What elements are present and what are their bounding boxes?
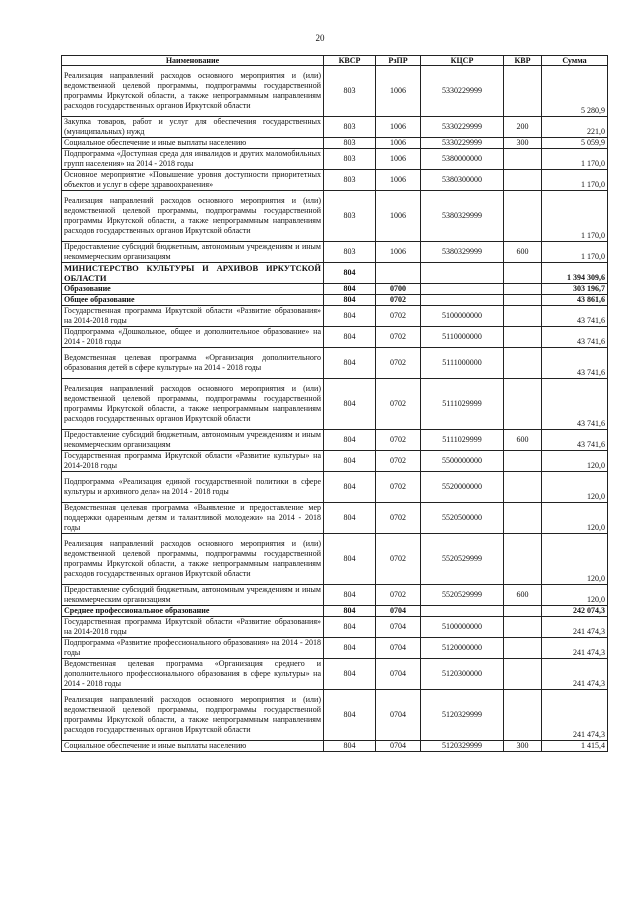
table-row xyxy=(62,170,608,191)
cell-kcsr: 5380000000 xyxy=(421,149,504,170)
cell-sum: 120,0 xyxy=(542,534,608,585)
cell-kcsr: 5120329999 xyxy=(421,741,504,752)
cell-kvsr: 804 xyxy=(324,451,376,472)
table-row xyxy=(62,242,608,263)
cell-sum: 43 741,6 xyxy=(542,430,608,451)
cell-sum: 1 170,0 xyxy=(542,170,608,191)
table-row xyxy=(62,430,608,451)
cell-kvsr: 804 xyxy=(324,617,376,638)
cell-rzpr: 0702 xyxy=(376,327,421,348)
cell-kvr xyxy=(504,472,542,503)
cell-sum: 43 741,6 xyxy=(542,348,608,379)
cell-kcsr xyxy=(421,606,504,617)
cell-rzpr: 1006 xyxy=(376,170,421,191)
cell-kcsr: 5120300000 xyxy=(421,659,504,690)
cell-name: Реализация направлений расходов основного мероприятия и (или) ведомственной целевой программы, подпрограммы государственной программы Иркутской области, а также непрограммным направлениям расходов государственных органов Иркутской области xyxy=(62,66,324,117)
table-row xyxy=(62,534,608,585)
cell-rzpr: 0704 xyxy=(376,638,421,659)
table-row xyxy=(62,295,608,306)
cell-rzpr: 0700 xyxy=(376,284,421,295)
cell-kvr xyxy=(504,263,542,284)
cell-rzpr: 0702 xyxy=(376,534,421,585)
cell-name: Социальное обеспечение и иные выплаты населению xyxy=(62,741,324,752)
cell-kcsr: 5100000000 xyxy=(421,306,504,327)
table-row xyxy=(62,606,608,617)
cell-kvr: 300 xyxy=(504,741,542,752)
cell-kcsr xyxy=(421,263,504,284)
cell-kvsr: 804 xyxy=(324,638,376,659)
table-row xyxy=(62,149,608,170)
cell-sum: 241 474,3 xyxy=(542,690,608,741)
cell-name: Подпрограмма «Реализация единой государственной политики в сфере культуры и архивного дела» на 2014 - 2018 годы xyxy=(62,472,324,503)
table-body xyxy=(62,66,608,752)
header-kcsr: КЦСР xyxy=(421,56,504,66)
cell-sum: 242 074,3 xyxy=(542,606,608,617)
table-row xyxy=(62,617,608,638)
cell-rzpr: 0702 xyxy=(376,503,421,534)
cell-kvsr: 804 xyxy=(324,306,376,327)
cell-kcsr: 5330229999 xyxy=(421,138,504,149)
cell-sum: 1 394 309,6 xyxy=(542,263,608,284)
cell-name: Образование xyxy=(62,284,324,295)
cell-kvr: 600 xyxy=(504,585,542,606)
cell-kvr xyxy=(504,617,542,638)
cell-kcsr: 5120000000 xyxy=(421,638,504,659)
table-row xyxy=(62,263,608,284)
cell-name: Подпрограмма «Развитие профессионального образования» на 2014 - 2018 годы xyxy=(62,638,324,659)
cell-kvsr: 804 xyxy=(324,379,376,430)
table-row xyxy=(62,741,608,752)
cell-sum: 120,0 xyxy=(542,503,608,534)
cell-kcsr: 5500000000 xyxy=(421,451,504,472)
cell-kvsr: 804 xyxy=(324,659,376,690)
cell-name: Ведомственная целевая программа «Организация среднего и дополнительного профессионального образования в сфере культуры» на 2014 - 2018 годы xyxy=(62,659,324,690)
cell-kvsr: 804 xyxy=(324,503,376,534)
cell-sum: 43 861,6 xyxy=(542,295,608,306)
cell-kcsr: 5520500000 xyxy=(421,503,504,534)
cell-kcsr: 5120329999 xyxy=(421,690,504,741)
table-row xyxy=(62,138,608,149)
cell-kvr xyxy=(504,534,542,585)
cell-kcsr: 5330229999 xyxy=(421,66,504,117)
cell-sum: 241 474,3 xyxy=(542,617,608,638)
cell-kvr xyxy=(504,149,542,170)
cell-kvr: 200 xyxy=(504,117,542,138)
cell-name: МИНИСТЕРСТВО КУЛЬТУРЫ И АРХИВОВ ИРКУТСКОЙ ОБЛАСТИ xyxy=(62,263,324,284)
cell-sum: 43 741,6 xyxy=(542,306,608,327)
cell-name: Предоставление субсидий бюджетным, автономным учреждениям и иным некоммерческим организациям xyxy=(62,430,324,451)
cell-rzpr: 0702 xyxy=(376,306,421,327)
cell-kvsr: 803 xyxy=(324,242,376,263)
cell-kvsr: 803 xyxy=(324,149,376,170)
cell-kvsr: 804 xyxy=(324,263,376,284)
table-row xyxy=(62,585,608,606)
page-number: 20 xyxy=(315,33,325,43)
cell-rzpr: 0702 xyxy=(376,430,421,451)
cell-sum: 1 170,0 xyxy=(542,191,608,242)
cell-rzpr: 1006 xyxy=(376,149,421,170)
cell-name: Предоставление субсидий бюджетным, автономным учреждениям и иным некоммерческим организациям xyxy=(62,585,324,606)
cell-sum: 1 415,4 xyxy=(542,741,608,752)
cell-sum: 5 280,9 xyxy=(542,66,608,117)
cell-name: Предоставление субсидий бюджетным, автономным учреждениям и иным некоммерческим организациям xyxy=(62,242,324,263)
cell-kvr xyxy=(504,379,542,430)
table-row xyxy=(62,472,608,503)
cell-name: Государственная программа Иркутской области «Развитие образования» на 2014-2018 годы xyxy=(62,306,324,327)
cell-rzpr: 1006 xyxy=(376,242,421,263)
cell-kcsr: 5110000000 xyxy=(421,327,504,348)
cell-kvr xyxy=(504,606,542,617)
cell-rzpr: 0702 xyxy=(376,472,421,503)
cell-name: Ведомственная целевая программа «Организация дополнительного образования детей в сфере культуры» на 2014 - 2018 годы xyxy=(62,348,324,379)
cell-rzpr: 1006 xyxy=(376,138,421,149)
cell-kcsr: 5380300000 xyxy=(421,170,504,191)
cell-kcsr xyxy=(421,295,504,306)
cell-rzpr: 0702 xyxy=(376,295,421,306)
cell-name: Закупка товаров, работ и услуг для обеспечения государственных (муниципальных) нужд xyxy=(62,117,324,138)
cell-sum: 241 474,3 xyxy=(542,659,608,690)
cell-kcsr: 5111029999 xyxy=(421,430,504,451)
cell-name: Подпрограмма «Дошкольное, общее и дополнительное образование» на 2014 - 2018 годы xyxy=(62,327,324,348)
cell-kvr: 600 xyxy=(504,242,542,263)
table-row xyxy=(62,659,608,690)
cell-rzpr: 0702 xyxy=(376,451,421,472)
cell-kvr xyxy=(504,451,542,472)
cell-sum: 303 196,7 xyxy=(542,284,608,295)
table-row xyxy=(62,284,608,295)
cell-name: Социальное обеспечение и иные выплаты населению xyxy=(62,138,324,149)
header-name: Наименование xyxy=(62,56,324,66)
cell-kcsr: 5520529999 xyxy=(421,534,504,585)
cell-kvr xyxy=(504,638,542,659)
cell-kvr xyxy=(504,659,542,690)
cell-sum: 1 170,0 xyxy=(542,242,608,263)
cell-rzpr: 0702 xyxy=(376,348,421,379)
cell-kvr xyxy=(504,295,542,306)
cell-sum: 1 170,0 xyxy=(542,149,608,170)
table-row xyxy=(62,66,608,117)
cell-kvr: 600 xyxy=(504,430,542,451)
cell-kvr xyxy=(504,284,542,295)
cell-kvsr: 803 xyxy=(324,117,376,138)
table-row xyxy=(62,379,608,430)
table-row xyxy=(62,191,608,242)
cell-name: Ведомственная целевая программа «Выявление и предоставление мер поддержки одаренным детям и талантливой молодежи» на 2014 - 2018 годы xyxy=(62,503,324,534)
table-row xyxy=(62,327,608,348)
cell-kvr xyxy=(504,503,542,534)
cell-kvsr: 804 xyxy=(324,348,376,379)
cell-name: Реализация направлений расходов основного мероприятия и (или) ведомственной целевой программы, подпрограммы государственной программы Иркутской области, а также непрограммным направлениям расходов государственных органов Иркутской области xyxy=(62,534,324,585)
cell-rzpr: 0702 xyxy=(376,585,421,606)
cell-kvsr: 804 xyxy=(324,585,376,606)
cell-kcsr xyxy=(421,284,504,295)
cell-kvsr: 803 xyxy=(324,66,376,117)
cell-rzpr: 0704 xyxy=(376,617,421,638)
cell-kcsr: 5380329999 xyxy=(421,191,504,242)
budget-table xyxy=(61,55,608,752)
table-row xyxy=(62,306,608,327)
cell-rzpr xyxy=(376,263,421,284)
cell-kvr xyxy=(504,66,542,117)
cell-rzpr: 0704 xyxy=(376,741,421,752)
table-row xyxy=(62,451,608,472)
cell-kvsr: 804 xyxy=(324,295,376,306)
cell-kvsr: 803 xyxy=(324,138,376,149)
cell-sum: 241 474,3 xyxy=(542,638,608,659)
cell-rzpr: 1006 xyxy=(376,191,421,242)
header-sum: Сумма xyxy=(542,56,608,66)
table-row xyxy=(62,117,608,138)
cell-rzpr: 0704 xyxy=(376,606,421,617)
cell-name: Реализация направлений расходов основного мероприятия и (или) ведомственной целевой программы, подпрограммы государственной программы Иркутской области, а также непрограммным направлениям расходов государственных органов Иркутской области xyxy=(62,191,324,242)
cell-kvr xyxy=(504,348,542,379)
cell-name: Реализация направлений расходов основного мероприятия и (или) ведомственной целевой программы, подпрограммы государственной программы Иркутской области, а также непрограммным направлениям расходов государственных органов Иркутской области xyxy=(62,379,324,430)
cell-sum: 120,0 xyxy=(542,451,608,472)
cell-kcsr: 5330229999 xyxy=(421,117,504,138)
table-row xyxy=(62,690,608,741)
cell-rzpr: 0704 xyxy=(376,659,421,690)
header-rzpr: РзПР xyxy=(376,56,421,66)
cell-name: Основное мероприятие «Повышение уровня доступности приоритетных объектов и услуг в сфере здравоохранения» xyxy=(62,170,324,191)
cell-name: Реализация направлений расходов основного мероприятия и (или) ведомственной целевой программы, подпрограммы государственной программы Иркутской области, а также непрограммным направлениям расходов государственных органов Иркутской области xyxy=(62,690,324,741)
cell-name: Среднее профессиональное образование xyxy=(62,606,324,617)
cell-kcsr: 5100000000 xyxy=(421,617,504,638)
cell-rzpr: 1006 xyxy=(376,66,421,117)
cell-kcsr: 5520000000 xyxy=(421,472,504,503)
cell-kvsr: 804 xyxy=(324,534,376,585)
cell-rzpr: 0704 xyxy=(376,690,421,741)
cell-kvsr: 803 xyxy=(324,191,376,242)
cell-rzpr: 0702 xyxy=(376,379,421,430)
cell-kvr xyxy=(504,191,542,242)
cell-kvsr: 804 xyxy=(324,430,376,451)
cell-kcsr: 5111000000 xyxy=(421,348,504,379)
cell-kvr: 300 xyxy=(504,138,542,149)
cell-kvr xyxy=(504,170,542,191)
cell-sum: 120,0 xyxy=(542,472,608,503)
cell-sum: 221,0 xyxy=(542,117,608,138)
header-kvsr: КВСР xyxy=(324,56,376,66)
cell-sum: 43 741,6 xyxy=(542,379,608,430)
cell-kvsr: 804 xyxy=(324,741,376,752)
cell-name: Государственная программа Иркутской области «Развитие образования» на 2014-2018 годы xyxy=(62,617,324,638)
table-row xyxy=(62,348,608,379)
cell-kvsr: 804 xyxy=(324,606,376,617)
cell-kcsr: 5111029999 xyxy=(421,379,504,430)
cell-kvr xyxy=(504,690,542,741)
cell-kcsr: 5380329999 xyxy=(421,242,504,263)
cell-kvr xyxy=(504,327,542,348)
cell-name: Общее образование xyxy=(62,295,324,306)
cell-sum: 43 741,6 xyxy=(542,327,608,348)
cell-kvsr: 804 xyxy=(324,472,376,503)
cell-kvsr: 804 xyxy=(324,690,376,741)
cell-name: Подпрограмма «Доступная среда для инвалидов и других маломобильных групп населения» на 2014 - 2018 годы xyxy=(62,149,324,170)
cell-sum: 5 059,9 xyxy=(542,138,608,149)
table-row xyxy=(62,503,608,534)
cell-kvsr: 803 xyxy=(324,170,376,191)
table-header-row xyxy=(62,56,608,66)
cell-kvr xyxy=(504,306,542,327)
table-row xyxy=(62,638,608,659)
cell-kvsr: 804 xyxy=(324,327,376,348)
header-kvr: КВР xyxy=(504,56,542,66)
cell-kcsr: 5520529999 xyxy=(421,585,504,606)
cell-name: Государственная программа Иркутской области «Развитие культуры» на 2014-2018 годы xyxy=(62,451,324,472)
cell-sum: 120,0 xyxy=(542,585,608,606)
cell-rzpr: 1006 xyxy=(376,117,421,138)
cell-kvsr: 804 xyxy=(324,284,376,295)
